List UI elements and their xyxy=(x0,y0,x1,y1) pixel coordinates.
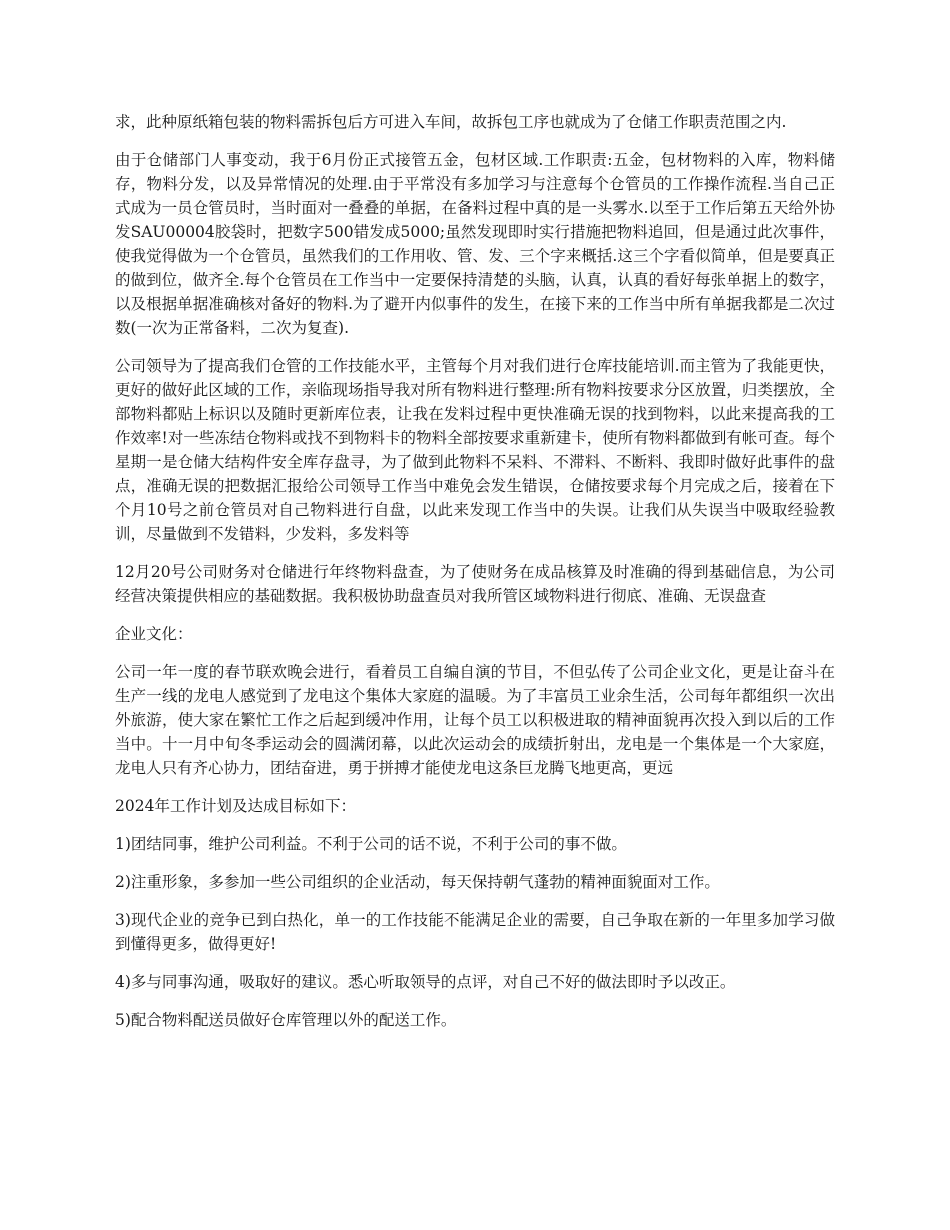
document-body xyxy=(115,110,835,1046)
paragraph-year-end-inventory: 12月20号公司财务对仓储进行年终物料盘查，为了使财务在成品核算及时准确的得到基础信息，为公司经营决策提供相应的基础数据。我积极协助盘查员对我所管区域物料进行彻底、准确、无误盘查 xyxy=(115,563,835,605)
plan-item-1: 1)团结同事，维护公司利益。不利于公司的话不说，不利于公司的事不做。 xyxy=(115,835,627,853)
paragraph-warehouse-handover: 由于仓储部门人事变动，我于6月份正式接管五金，包材区域.工作职责:五金，包材物料的入库，物料储存，物料分发，以及异常情况的处理.由于平常没有多加学习与注意每个仓管员的工作操作流程.当自己正式成为一员仓管员时，当时面对一叠叠的单据，在备料过程中真的是一头雾水.以至于工作后第五天给外协发SAU00004胶袋时，把数字500错发成5000;虽然发现即时实行措施把物料追回，但是通过此次事件，使我觉得做为一个仓管员，虽然我们的工作用收、管、发、三个字来概括.这三个字看似简单，但是要真正的做到位，做齐全.每个仓管员在工作当中一定要保持清楚的头脑，认真，认真的看好每张单据上的数字，以及根据单据准确核对备好的物料.为了避开内似事件的发生，在接下来的工作当中所有单据我都是二次过数(一次为正常备料，二次为复查). xyxy=(115,151,835,337)
paragraph-corporate-culture: 公司一年一度的春节联欢晚会进行，看着员工自编自演的节目，不但弘传了公司企业文化，更是让奋斗在生产一线的龙电人感觉到了龙电这个集体大家庭的温暖。为了丰富员工业余生活，公司每年都组织一次出外旅游，使大家在繁忙工作之后起到缓冲作用，让每个员工以积极进取的精神面貌再次投入到以后的工作当中。十一月中旬冬季运动会的圆满闭幕，以此次运动会的成绩折射出，龙电是一个集体是一个大家庭，龙电人只有齐心协力，团结奋进，勇于拼搏才能使龙电这条巨龙腾飞地更高，更远 xyxy=(115,663,835,777)
paragraph-unpacking-duty: 求，此种原纸箱包装的物料需拆包后方可进入车间，故拆包工序也就成为了仓储工作职责范围之内. xyxy=(115,113,787,131)
plan-item-2: 2)注重形象，多参加一些公司组织的企业活动，每天保持朝气蓬勃的精神面貌面对工作。 xyxy=(115,873,720,891)
plan-item-4: 4)多与同事沟通，吸取好的建议。悉心听取领导的点评，对自己不好的做法即时予以改正。 xyxy=(115,973,736,991)
plan-item-3: 3)现代企业的竞争已到白热化，单一的工作技能不能满足企业的需要，自己争取在新的一年里多加学习做到懂得更多，做得更好! xyxy=(115,911,835,953)
section-heading-corporate-culture: 企业文化： xyxy=(115,625,193,643)
section-heading-work-plan: 2024年工作计划及达成目标如下： xyxy=(115,797,356,815)
plan-item-5: 5)配合物料配送员做好仓库管理以外的配送工作。 xyxy=(115,1011,457,1029)
paragraph-skills-training: 公司领导为了提高我们仓管的工作技能水平，主管每个月对我们进行仓库技能培训.而主管为了我能更快，更好的做好此区域的工作，亲临现场指导我对所有物料进行整理:所有物料按要求分区放置，归类摆放，全部物料都贴上标识以及随时更新库位表，让我在发料过程中更快准确无误的找到物料，以此来提高我的工作效率!对一些冻结仓物料或找不到物料卡的物料全部按要求重新建卡，使所有物料都做到有帐可查。每个星期一是仓储大结构件安全库存盘寻，为了做到此物料不呆料、不滞料、不断料、我即时做好此事件的盘点，准确无误的把数据汇报给公司领导工作当中难免会发生错误，仓储按要求每个月完成之后，接着在下个月10号之前仓管员对自己物料进行自盘，以此来发现工作当中的失误。让我们从失误当中吸取经验教训，尽量做到不发错料，少发料，多发料等 xyxy=(115,357,835,543)
